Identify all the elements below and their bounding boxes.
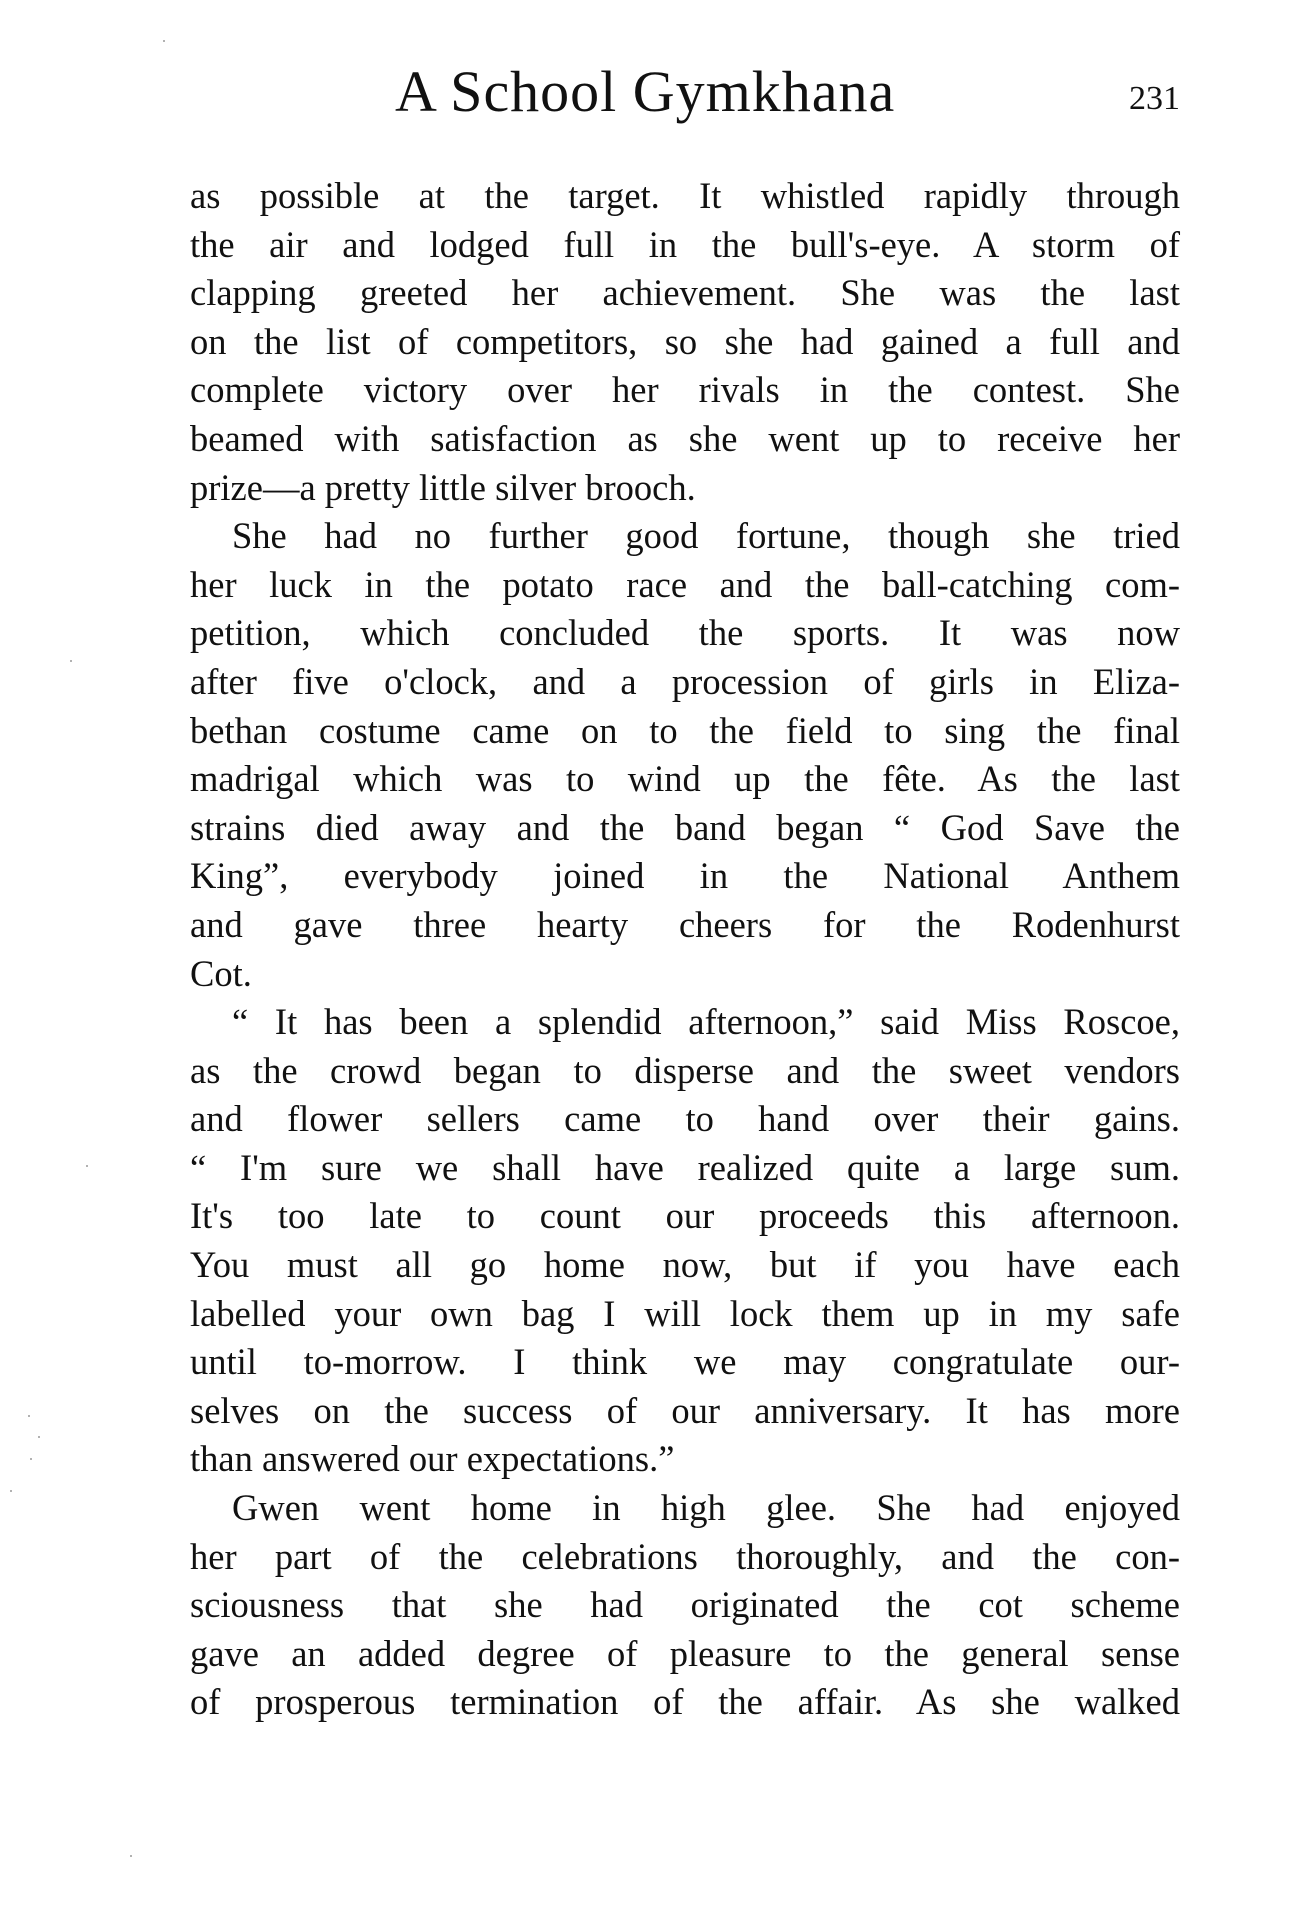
- text-line: and flower sellers came to hand over their gains.: [190, 1098, 1180, 1140]
- text-line: gave an added degree of pleasure to the general sense: [190, 1632, 1180, 1674]
- scan-speck: [30, 1458, 32, 1460]
- page-header: [190, 58, 1180, 138]
- scan-speck: [10, 1490, 12, 1492]
- text-line: Gwen went home in high glee. She had enjoyed: [232, 1487, 1180, 1529]
- text-line: clapping greeted her achievement. She was the last: [190, 272, 1180, 314]
- text-line: until to-morrow. I think we may congratulate our-: [190, 1341, 1180, 1383]
- text-line: her part of the celebrations thoroughly, and the con-: [190, 1535, 1180, 1577]
- text-line: on the list of competitors, so she had gained a full and: [190, 320, 1180, 362]
- text-line: She had no further good fortune, though she tried: [232, 515, 1180, 557]
- scan-speck: [130, 1855, 132, 1857]
- text-line: as possible at the target. It whistled rapidly through: [190, 175, 1180, 216]
- text-line: labelled your own bag I will lock them up in my safe: [190, 1292, 1180, 1334]
- text-line: “ It has been a splendid afternoon,” said Miss Roscoe,: [232, 1001, 1180, 1043]
- scan-speck: [163, 40, 165, 42]
- text-line: It's too late to count our proceeds this afternoon.: [190, 1195, 1180, 1237]
- running-title: A School Gymkhana: [395, 59, 896, 124]
- text-line: the air and lodged full in the bull's-eye. A storm of: [190, 223, 1180, 265]
- text-line: complete victory over her rivals in the contest. She: [190, 369, 1180, 411]
- text-line: after five o'clock, and a procession of girls in Eliza-: [190, 660, 1180, 702]
- text-line: petition, which concluded the sports. It was now: [190, 612, 1180, 654]
- text-line: You must all go home now, but if you have each: [190, 1244, 1180, 1286]
- scan-speck: [86, 1165, 88, 1167]
- scan-speck: [38, 1436, 40, 1438]
- text-line: selves on the success of our anniversary. It has more: [190, 1389, 1180, 1431]
- text-line: of prosperous termination of the affair. As she walked: [190, 1681, 1180, 1723]
- text-line: King”, everybody joined in the National Anthem: [190, 855, 1180, 897]
- text-line: madrigal which was to wind up the fête. As the last: [190, 758, 1180, 800]
- text-line: bethan costume came on to the field to sing the final: [190, 709, 1180, 751]
- page-number: 231: [1129, 80, 1180, 117]
- text-line: Cot.: [190, 952, 252, 994]
- text-line: beamed with satisfaction as she went up to receive her: [190, 417, 1180, 459]
- body-text: [190, 172, 1180, 1727]
- text-line: prize—a pretty little silver brooch.: [190, 466, 696, 508]
- text-line: her luck in the potato race and the ball-catching com-: [190, 563, 1180, 605]
- scan-speck: [70, 660, 72, 662]
- scan-speck: [28, 1415, 30, 1417]
- text-line: than answered our expectations.”: [190, 1438, 675, 1480]
- text-line: “ I'm sure we shall have realized quite a large sum.: [190, 1146, 1180, 1188]
- text-line: sciousness that she had originated the cot scheme: [190, 1584, 1180, 1626]
- text-line: and gave three hearty cheers for the Rodenhurst: [190, 903, 1180, 945]
- text-line: strains died away and the band began “ God Save the: [190, 806, 1180, 848]
- text-line: as the crowd began to disperse and the sweet vendors: [190, 1049, 1180, 1091]
